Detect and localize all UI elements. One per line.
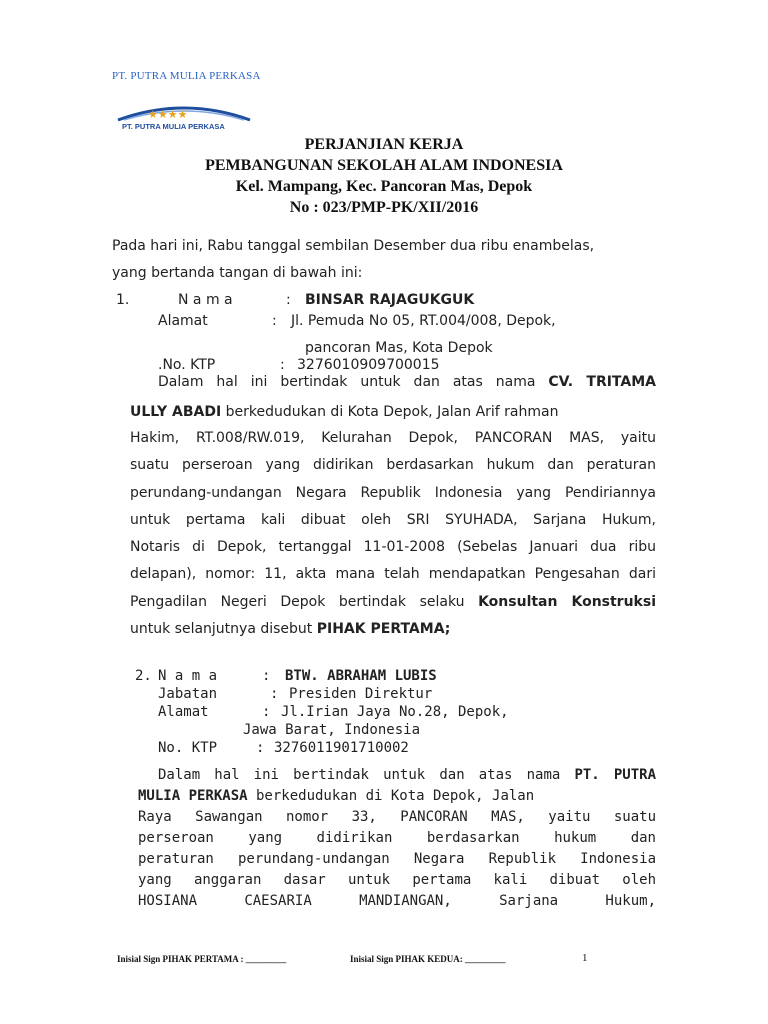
party1-paragraph-line-2: ULLY ABADI berkedudukan di Kota Depok, Jalan Arif rahman — [130, 404, 559, 420]
party1-paragraph-line-5: perundang-undangan Negara Republik Indonesia yang Pendiriannya — [130, 485, 656, 501]
party1-paragraph-line-6: untuk pertama kali dibuat oleh SRI SYUHADA, Sarjana Hukum, — [130, 512, 656, 528]
party2-paragraph-line-2: MULIA PERKASA berkedudukan di Kota Depok, Jalan — [138, 788, 535, 804]
party2-paragraph-line-4: perseroan yang didirikan berdasarkan hukum dan — [138, 830, 656, 846]
party2-address-colon: : — [262, 704, 271, 720]
party2-ktp-value: 3276011901710002 — [274, 740, 409, 756]
party1-ktp-label: .No. KTP — [158, 357, 216, 373]
party1-ktp-value: 3276010909700015 — [297, 357, 440, 373]
party1-address-line-1: Jl. Pemuda No 05, RT.004/008, Depok, — [291, 313, 556, 329]
party1-name-value: BINSAR RAJAGUKGUK — [305, 292, 475, 308]
party2-position-label: Jabatan — [158, 686, 218, 702]
contract-number: No : 023/PMP-PK/XII/2016 — [289, 199, 479, 216]
party2-paragraph-line-3: Raya Sawangan nomor 33, PANCORAN MAS, yaitu suatu — [138, 809, 656, 825]
company-name: PT. PUTRA MULIA PERKASA — [112, 70, 261, 82]
party2-paragraph-line-1: Dalam hal ini bertindak untuk dan atas nama PT. PUTRA — [158, 767, 656, 783]
party1-address-label: Alamat — [158, 313, 208, 329]
party1-address-line-2: pancoran Mas, Kota Depok — [305, 340, 493, 356]
company-logo — [114, 98, 254, 134]
party2-ktp-colon: : — [256, 740, 265, 756]
party1-number: 1. — [116, 292, 130, 308]
footer-sign-second-party: Inisial Sign PIHAK KEDUA: _________ — [350, 954, 506, 964]
party2-paragraph-line-7: HOSIANA CAESARIA MANDIANGAN, Sarjana Hukum, — [138, 893, 656, 909]
page-number: 1 — [582, 952, 588, 964]
party2-name-value: BTW. ABRAHAM LUBIS — [285, 668, 437, 684]
project-location: Kel. Mampang, Kec. Pancoran Mas, Depok — [235, 178, 533, 195]
party2-address-line-2: Jawa Barat, Indonesia — [243, 722, 421, 738]
party1-paragraph-line-8: delapan), nomor: 11, akta mana telah mendapatkan Pengesahan dari — [130, 566, 656, 582]
party1-address-colon: : — [272, 313, 277, 329]
footer-sign-first-party: Inisial Sign PIHAK PERTAMA : _________ — [117, 954, 287, 964]
intro-line-2: yang bertanda tangan di bawah ini: — [112, 265, 363, 281]
party1-paragraph-line-10: untuk selanjutnya disebut PIHAK PERTAMA; — [130, 621, 451, 637]
party2-ktp-label: No. KTP — [158, 740, 218, 756]
party1-paragraph-line-4: suatu perseroan yang didirikan berdasarkan hukum dan peraturan — [130, 457, 656, 473]
logo-text: PT. PUTRA MULIA PERKASA — [122, 122, 225, 131]
party1-paragraph-line-3: Hakim, RT.008/RW.019, Kelurahan Depok, PANCORAN MAS, yaitu — [130, 430, 656, 446]
svg-text:★★★★: ★★★★ — [148, 108, 188, 121]
party2-position-value: Presiden Direktur — [289, 686, 433, 702]
party1-ktp-colon: : — [280, 357, 285, 373]
intro-line-1: Pada hari ini, Rabu tanggal sembilan Desember dua ribu enambelas, — [112, 238, 595, 254]
party2-position-colon: : — [270, 686, 279, 702]
logo-graphic — [114, 98, 254, 134]
party1-name-label: N a m a — [178, 292, 233, 308]
party2-name-colon: : — [262, 668, 271, 684]
party2-address-line-1: Jl.Irian Jaya No.28, Depok, — [281, 704, 509, 720]
document-title: PERJANJIAN KERJA — [304, 136, 464, 153]
project-title: PEMBANGUNAN SEKOLAH ALAM INDONESIA — [205, 157, 563, 174]
party2-number: 2. — [135, 668, 152, 684]
party1-name-colon: : — [286, 292, 291, 308]
party2-address-label: Alamat — [158, 704, 209, 720]
party1-paragraph-line-1: Dalam hal ini bertindak untuk dan atas nama CV. TRITAMA — [158, 374, 656, 390]
party2-name-label: N a m a — [158, 668, 218, 684]
party2-paragraph-line-5: peraturan perundang-undangan Negara Republik Indonesia — [138, 851, 656, 867]
party1-paragraph-line-7: Notaris di Depok, tertanggal 11-01-2008 (Sebelas Januari dua ribu — [130, 539, 656, 555]
party2-paragraph-line-6: yang anggaran dasar untuk pertama kali dibuat oleh — [138, 872, 656, 888]
party1-paragraph-line-9: Pengadilan Negeri Depok bertindak selaku Konsultan Konstruksi — [130, 594, 656, 610]
